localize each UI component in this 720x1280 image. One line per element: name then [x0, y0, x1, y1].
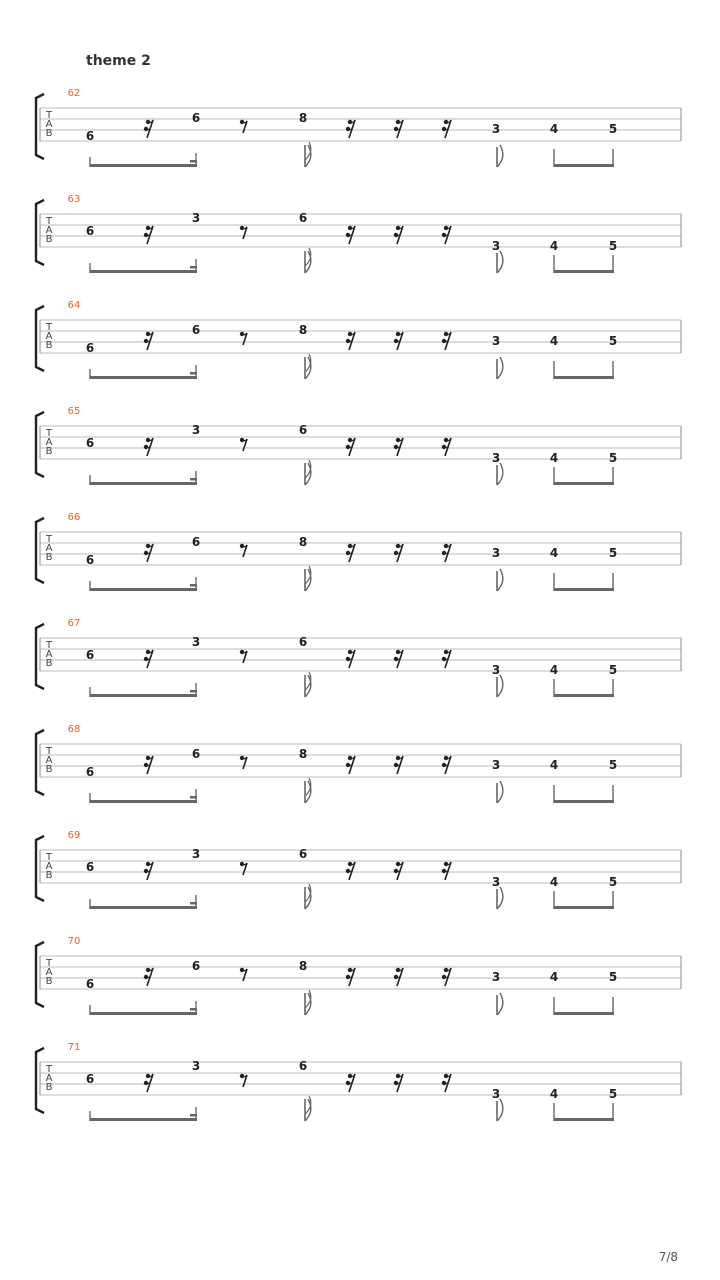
beam	[190, 902, 197, 905]
measure-number: 63	[67, 194, 81, 205]
rest-symbol	[144, 968, 153, 986]
fret-number: 5	[608, 1087, 618, 1101]
rest-symbol	[346, 650, 355, 668]
rest-symbol	[346, 968, 355, 986]
flagged-stem	[497, 675, 503, 697]
fret-number: 3	[191, 1059, 201, 1073]
fret-number: 4	[549, 1087, 559, 1101]
fret-number: 8	[298, 535, 308, 549]
page-number: 7/8	[658, 1250, 678, 1264]
beam	[554, 1118, 614, 1121]
rest-symbol	[346, 544, 355, 562]
tab-clef-letter: T	[45, 640, 53, 651]
measure-number: 65	[67, 406, 81, 417]
fret-number: 6	[298, 847, 308, 861]
beam	[190, 1008, 197, 1011]
tab-system	[36, 406, 681, 485]
beam	[190, 1114, 197, 1117]
fret-number: 3	[491, 1087, 501, 1101]
fret-number: 6	[298, 423, 308, 437]
beam	[554, 270, 614, 273]
beam	[554, 588, 614, 591]
fret-number: 6	[85, 1072, 95, 1086]
fret-number: 3	[191, 635, 201, 649]
fret-number: 4	[549, 970, 559, 984]
rest-symbol	[442, 968, 451, 986]
tab-clef-letter: B	[45, 870, 53, 881]
fret-number: 6	[85, 977, 95, 991]
measure-number: 70	[67, 936, 81, 947]
beam	[190, 160, 197, 163]
rest-symbol	[144, 544, 153, 562]
tab-clef-letter: B	[45, 976, 53, 987]
fret-number: 3	[491, 546, 501, 560]
fret-number: 4	[549, 546, 559, 560]
beam	[90, 1012, 197, 1015]
rest-symbol	[240, 650, 247, 663]
rest-symbol	[346, 756, 355, 774]
fret-number: 5	[608, 334, 618, 348]
rest-symbol	[442, 1074, 451, 1092]
rest-symbol	[240, 332, 247, 345]
tab-system	[36, 88, 681, 167]
rest-symbol	[394, 650, 403, 668]
fret-number: 3	[491, 970, 501, 984]
beam	[90, 694, 197, 697]
measure-number: 71	[67, 1042, 81, 1053]
tab-clef-letter: A	[45, 1073, 53, 1084]
fret-number: 3	[491, 663, 501, 677]
tab-clef-letter: B	[45, 1082, 53, 1093]
tab-system	[36, 830, 681, 909]
fret-number: 6	[85, 436, 95, 450]
tab-clef-letter: B	[45, 340, 53, 351]
beam	[554, 800, 614, 803]
flagged-stem	[305, 566, 311, 591]
tab-system	[36, 300, 681, 379]
rest-symbol	[394, 438, 403, 456]
flagged-stem	[497, 781, 503, 803]
measure-number: 67	[67, 618, 81, 629]
beam	[554, 376, 614, 379]
tab-clef-letter: T	[45, 958, 53, 969]
fret-number: 3	[491, 758, 501, 772]
rest-symbol	[240, 862, 247, 875]
fret-number: 3	[191, 211, 201, 225]
fret-number: 8	[298, 111, 308, 125]
fret-number: 3	[491, 875, 501, 889]
fret-number: 5	[608, 970, 618, 984]
tab-clef-letter: B	[45, 552, 53, 563]
fret-number: 6	[298, 1059, 308, 1073]
rest-symbol	[346, 332, 355, 350]
flagged-stem	[305, 460, 311, 485]
fret-number: 8	[298, 959, 308, 973]
beam	[190, 796, 197, 799]
fret-number: 4	[549, 663, 559, 677]
beam	[90, 1118, 197, 1121]
fret-number: 4	[549, 875, 559, 889]
rest-symbol	[144, 756, 153, 774]
rest-symbol	[394, 226, 403, 244]
measure-number: 62	[67, 88, 81, 99]
fret-number: 5	[608, 451, 618, 465]
measure-number: 69	[67, 830, 81, 841]
measure-number: 66	[67, 512, 81, 523]
rest-symbol	[144, 226, 153, 244]
tab-clef-letter: A	[45, 331, 53, 342]
flagged-stem	[305, 248, 311, 273]
rest-symbol	[394, 968, 403, 986]
tab-clef-letter: B	[45, 764, 53, 775]
rest-symbol	[394, 332, 403, 350]
beam	[90, 270, 197, 273]
beam	[190, 372, 197, 375]
flagged-stem	[305, 354, 311, 379]
fret-number: 4	[549, 758, 559, 772]
tab-clef-letter: T	[45, 428, 53, 439]
flagged-stem	[305, 990, 311, 1015]
fret-number: 6	[85, 765, 95, 779]
tab-system	[36, 194, 681, 273]
rest-symbol	[240, 544, 247, 557]
rest-symbol	[346, 1074, 355, 1092]
tab-clef-letter: T	[45, 110, 53, 121]
beam	[554, 906, 614, 909]
rest-symbol	[442, 544, 451, 562]
rest-symbol	[346, 438, 355, 456]
fret-number: 3	[491, 334, 501, 348]
flagged-stem	[305, 884, 311, 909]
fret-number: 6	[85, 648, 95, 662]
rest-symbol	[144, 438, 153, 456]
flagged-stem	[497, 1099, 503, 1121]
tab-clef-letter: T	[45, 746, 53, 757]
fret-number: 8	[298, 323, 308, 337]
section-title: theme 2	[86, 53, 151, 69]
rest-symbol	[240, 756, 247, 769]
flagged-stem	[497, 887, 503, 909]
fret-number: 5	[608, 758, 618, 772]
tab-clef-letter: A	[45, 119, 53, 130]
tab-system	[36, 512, 681, 591]
fret-number: 6	[191, 323, 201, 337]
tab-clef-letter: B	[45, 658, 53, 669]
rest-symbol	[442, 438, 451, 456]
rest-symbol	[442, 226, 451, 244]
fret-number: 5	[608, 663, 618, 677]
beam	[190, 690, 197, 693]
fret-number: 5	[608, 122, 618, 136]
beam	[90, 588, 197, 591]
fret-number: 6	[298, 635, 308, 649]
fret-number: 4	[549, 451, 559, 465]
beam	[90, 800, 197, 803]
rest-symbol	[394, 756, 403, 774]
fret-number: 4	[549, 239, 559, 253]
rest-symbol	[442, 332, 451, 350]
rest-symbol	[442, 650, 451, 668]
tab-system	[36, 618, 681, 697]
tab-clef-letter: A	[45, 755, 53, 766]
tab-system	[36, 936, 681, 1015]
fret-number: 4	[549, 334, 559, 348]
flagged-stem	[497, 251, 503, 273]
rest-symbol	[144, 650, 153, 668]
rest-symbol	[240, 1074, 247, 1087]
flagged-stem	[305, 778, 311, 803]
measure-number: 68	[67, 724, 81, 735]
beam	[90, 482, 197, 485]
fret-number: 3	[491, 239, 501, 253]
fret-number: 6	[85, 341, 95, 355]
beam	[90, 906, 197, 909]
beam	[554, 694, 614, 697]
flagged-stem	[497, 357, 503, 379]
flagged-stem	[305, 142, 311, 167]
fret-number: 6	[85, 860, 95, 874]
tab-clef-letter: T	[45, 534, 53, 545]
tab-clef-letter: A	[45, 437, 53, 448]
tab-clef-letter: B	[45, 128, 53, 139]
tab-clef-letter: T	[45, 216, 53, 227]
fret-number: 5	[608, 875, 618, 889]
fret-number: 3	[191, 423, 201, 437]
flagged-stem	[497, 145, 503, 167]
fret-number: 6	[191, 535, 201, 549]
rest-symbol	[442, 120, 451, 138]
fret-number: 6	[85, 553, 95, 567]
tab-clef-letter: T	[45, 1064, 53, 1075]
rest-symbol	[394, 1074, 403, 1092]
rest-symbol	[394, 120, 403, 138]
fret-number: 6	[85, 129, 95, 143]
tab-clef-letter: B	[45, 446, 53, 457]
rest-symbol	[240, 120, 247, 133]
flagged-stem	[305, 672, 311, 697]
fret-number: 6	[191, 747, 201, 761]
flagged-stem	[497, 569, 503, 591]
fret-number: 6	[191, 959, 201, 973]
rest-symbol	[144, 332, 153, 350]
fret-number: 3	[491, 122, 501, 136]
fret-number: 4	[549, 122, 559, 136]
beam	[190, 266, 197, 269]
rest-symbol	[442, 756, 451, 774]
beam	[190, 478, 197, 481]
rest-symbol	[144, 862, 153, 880]
measure-number: 64	[67, 300, 81, 311]
tab-clef-letter: A	[45, 649, 53, 660]
tab-clef-letter: T	[45, 852, 53, 863]
rest-symbol	[240, 438, 247, 451]
beam	[554, 482, 614, 485]
rest-symbol	[394, 862, 403, 880]
rest-symbol	[346, 120, 355, 138]
flagged-stem	[497, 993, 503, 1015]
tab-system	[36, 724, 681, 803]
rest-symbol	[240, 968, 247, 981]
flagged-stem	[305, 1096, 311, 1121]
tab-system	[36, 1042, 681, 1121]
fret-number: 5	[608, 239, 618, 253]
fret-number: 3	[491, 451, 501, 465]
beam	[90, 164, 197, 167]
fret-number: 6	[191, 111, 201, 125]
tab-clef-letter: A	[45, 543, 53, 554]
flagged-stem	[497, 463, 503, 485]
rest-symbol	[346, 226, 355, 244]
beam	[90, 376, 197, 379]
beam	[554, 164, 614, 167]
rest-symbol	[144, 1074, 153, 1092]
rest-symbol	[346, 862, 355, 880]
fret-number: 5	[608, 546, 618, 560]
tab-clef-letter: T	[45, 322, 53, 333]
tab-clef-letter: A	[45, 861, 53, 872]
fret-number: 3	[191, 847, 201, 861]
rest-symbol	[240, 226, 247, 239]
rest-symbol	[394, 544, 403, 562]
fret-number: 6	[85, 224, 95, 238]
tab-clef-letter: A	[45, 225, 53, 236]
rest-symbol	[144, 120, 153, 138]
beam	[554, 1012, 614, 1015]
rest-symbol	[442, 862, 451, 880]
fret-number: 6	[298, 211, 308, 225]
tab-clef-letter: B	[45, 234, 53, 245]
beam	[190, 584, 197, 587]
tab-clef-letter: A	[45, 967, 53, 978]
fret-number: 8	[298, 747, 308, 761]
